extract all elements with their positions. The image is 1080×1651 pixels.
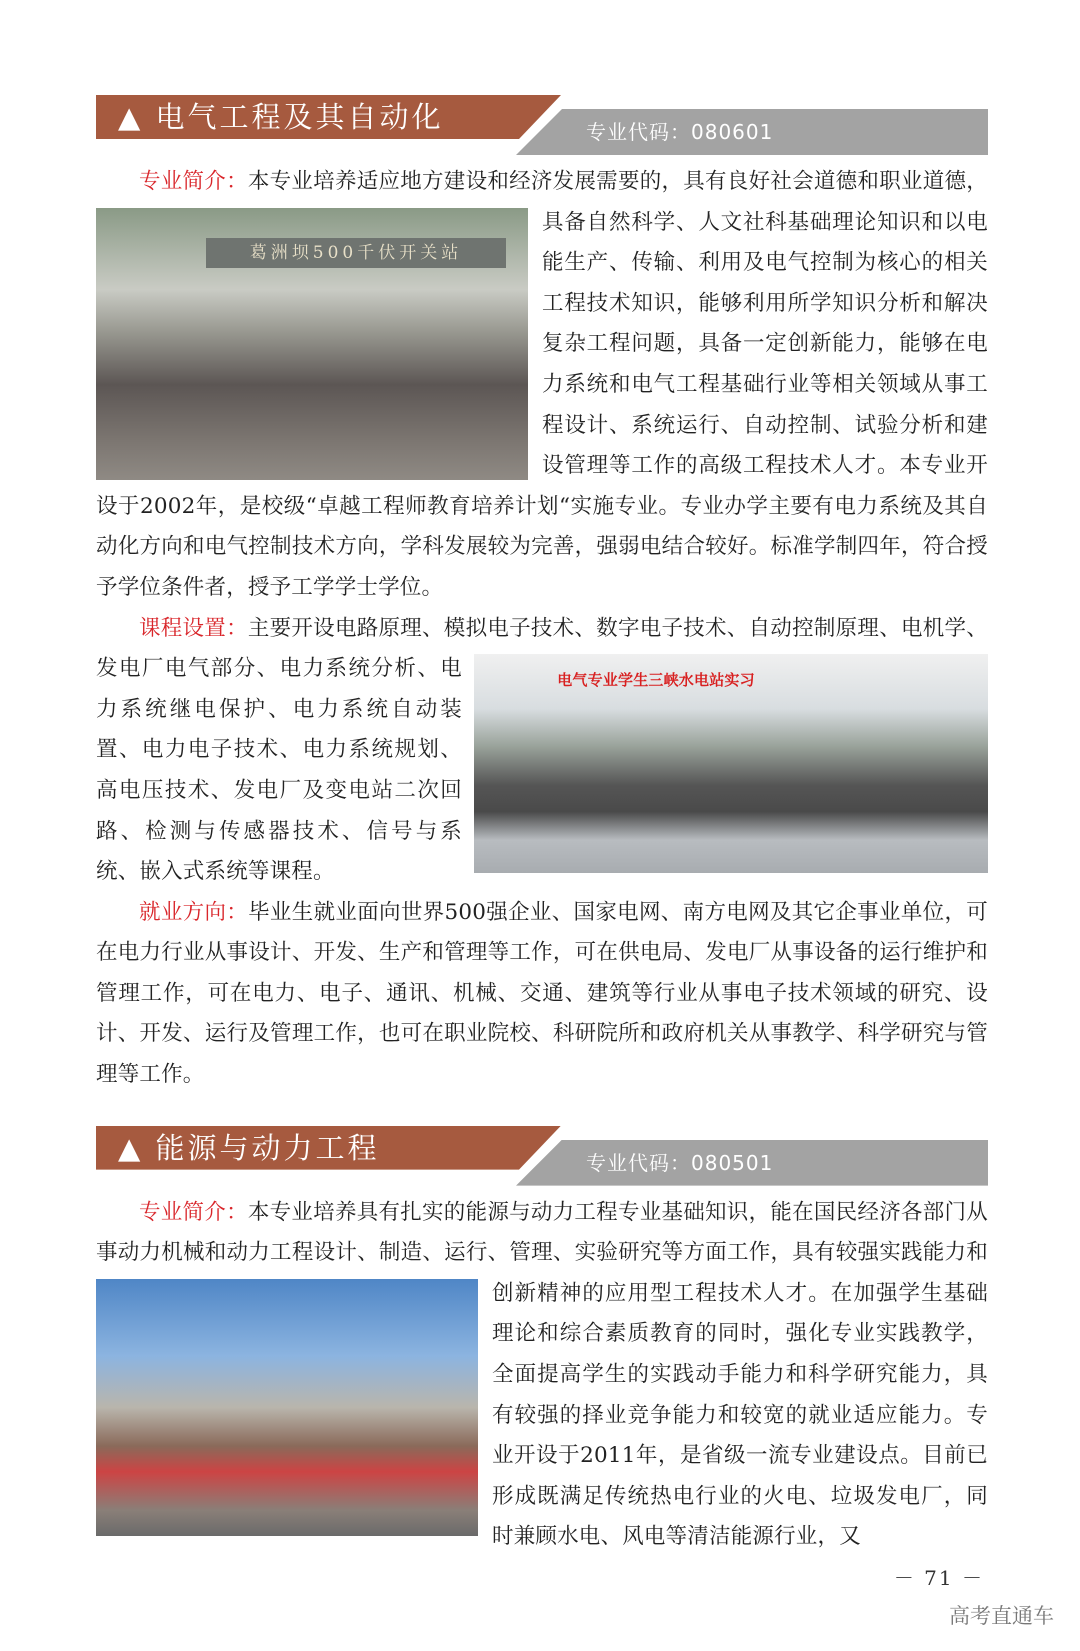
intro-paragraph bbox=[96, 162, 988, 609]
course-label: 课程设置： bbox=[139, 615, 248, 641]
substation-group-photo bbox=[96, 208, 528, 480]
section-title: ▲ 能源与动力工程 bbox=[118, 1130, 380, 1165]
major-code: 专业代码：080601 bbox=[586, 120, 774, 144]
page-number: － 71 － bbox=[893, 1566, 984, 1590]
intro-paragraph bbox=[96, 1193, 988, 1558]
course-text: 主要开设电路原理、模拟电子技术、数字电子技术、自动控制原理、电机学、发电厂电气部分、电力系统分析、电力系统继电保护、电力系统自动装置、电力电子技术、电力系统规划、高电压技术、发电厂及变电站二次回路、检测与传感器技术、信号与系统、嵌入式系统等课程。 bbox=[96, 615, 988, 885]
section-header-energy bbox=[96, 1126, 988, 1188]
section-body-electrical bbox=[96, 162, 988, 1096]
watermark: 高考直通车 bbox=[949, 1604, 1054, 1628]
photo-sign: 葛洲坝500千伏开关站 bbox=[206, 238, 506, 268]
intro-text: 本专业培养具有扎实的能源与动力工程专业基础知识，能在国民经济各部门从事动力机械和动力工程设计、制造、运行、管理、实验研究等方面工作，具有较强实践能力和创新精神的应用型工程技术人才。在加强学生基础理论和综合素质教育的同时，强化专业实践教学，全面提高学生的实践动手能力和科学研究能力，具有较强的择业竞争能力和较宽的就业适应能力。专业开设于2011年，是省级一流专业建设点。目前已形成既满足传统热电行业的火电、垃圾发电厂，同时兼顾水电、风电等清洁能源行业，又 bbox=[96, 1199, 988, 1550]
career-paragraph bbox=[96, 893, 988, 1096]
career-label: 就业方向： bbox=[139, 899, 249, 925]
photo-caption: 电气专业学生三峡水电站实习 bbox=[557, 671, 755, 690]
section-header-electrical bbox=[96, 95, 988, 157]
section-title: ▲ 电气工程及其自动化 bbox=[118, 100, 444, 134]
power-plant-group-photo bbox=[96, 1279, 478, 1536]
course-paragraph bbox=[96, 609, 988, 893]
intro-label: 专业简介： bbox=[139, 169, 248, 194]
intro-text: 本专业培养适应地方建设和经济发展需要的，具有良好社会道德和职业道德，具备自然科学、人文社科基础理论知识和以电能生产、传输、利用及电气控制为核心的相关工程技术知识，能够利用所学知识分析和解决复杂工程问题，具备一定创新能力，能够在电力系统和电气工程基础行业等相关领域从事工程设计、系统运行、自动控制、试验分析和建设管理等工作的高级工程技术人才。本专业开设于2002年，是校级“卓越工程师教育培养计划“实施专业。专业办学主要有电力系统及其自动化方向和电气控制技术方向，学科发展较为完善，强弱电结合较好。标准学制四年，符合授予学位条件者，授予工学学士学位。 bbox=[96, 169, 988, 600]
section-body-energy bbox=[96, 1193, 988, 1558]
three-gorges-group-photo bbox=[474, 654, 988, 873]
career-text: 毕业生就业面向世界500强企业、国家电网、南方电网及其它企事业单位，可在电力行业从事设计、开发、生产和管理等工作，可在供电局、发电厂从事设备的运行维护和管理工作，可在电力、电子、通讯、机械、交通、建筑等行业从事电子技术领域的研究、设计、开发、运行及管理工作，也可在职业院校、科研院所和政府机关从事教学、科学研究与管理等工作。 bbox=[96, 899, 988, 1088]
intro-label: 专业简介： bbox=[139, 1199, 248, 1225]
major-code: 专业代码：080501 bbox=[586, 1150, 774, 1175]
